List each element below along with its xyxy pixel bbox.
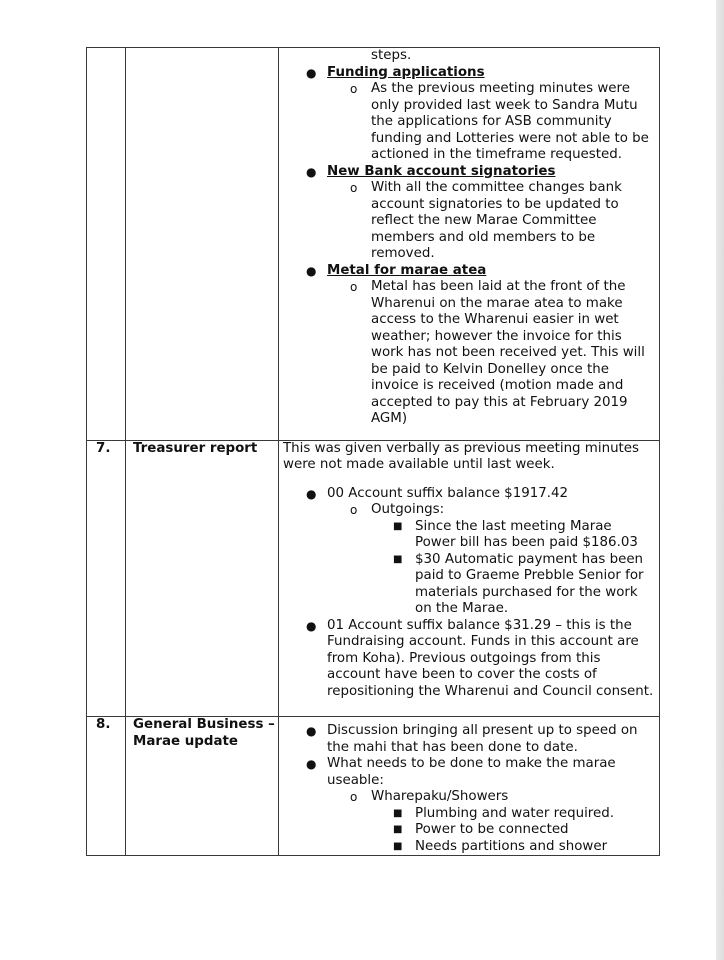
bullet-icon: ● (306, 65, 317, 80)
item-text: Plumbing and water required. (415, 805, 615, 821)
square-bullet-icon: ■ (393, 807, 403, 819)
item-text: Power to be connected (415, 822, 569, 837)
item-text: 00 Account suffix balance $1917.42 (327, 485, 569, 501)
list-item (283, 48, 656, 65)
circle-bullet-icon: o (350, 790, 358, 804)
item-text: With all the committee changes bank account signatories to be updated to reflect the new Marae Committee members and old members to be removed. (371, 180, 622, 261)
table-row (87, 440, 660, 717)
minutes-table (86, 47, 660, 856)
list-item (283, 180, 656, 263)
item-number-cell (87, 48, 126, 441)
table-row (87, 717, 660, 856)
item-number: 7. (87, 440, 126, 717)
item-text: Outgoings: (371, 502, 445, 517)
bullet-icon: ● (306, 263, 317, 278)
square-bullet-icon: ■ (393, 824, 403, 835)
table-row (87, 48, 660, 441)
list-item (283, 756, 656, 789)
circle-bullet-icon: o (350, 82, 358, 96)
list-item (283, 263, 656, 280)
item-text: Discussion bringing all present up to speed on the mahi that has been done to date. (327, 723, 638, 755)
item-title-cell (126, 48, 279, 441)
square-bullet-icon: ■ (393, 520, 403, 532)
list-item (283, 723, 656, 756)
list-item (283, 519, 656, 552)
item-text: $30 Automatic payment has been paid to Graeme Prebble Senior for materials purchased for the work on the Marae. (415, 551, 644, 616)
item-content-cell (279, 440, 660, 717)
subheading: Funding applications (327, 64, 485, 80)
item-content-cell (279, 717, 660, 856)
item-title: General Business – Marae update (126, 717, 279, 856)
item-text: 01 Account suffix balance $31.29 – this is the Fundraising account. Funds in this account are from Koha). Previous outgoings from this account have been to cover the costs of repositioning the Wharenui and Council consent. (327, 617, 654, 699)
list-item (283, 502, 656, 519)
list-item (283, 822, 656, 839)
bullet-icon: ● (306, 486, 317, 501)
item-text: Needs partitions and shower (415, 838, 608, 854)
item-number: 8. (87, 717, 126, 856)
circle-bullet-icon: o (350, 503, 358, 517)
item-text: What needs to be done to make the marae useable: (327, 756, 616, 788)
list-item (283, 789, 656, 806)
bullet-icon: ● (306, 757, 317, 771)
list-item (283, 806, 656, 823)
item-text: Wharepaku/Showers (371, 789, 509, 804)
item-text: Metal has been laid at the front of the Wharenui on the marae atea to make access to the Wharenui easier in wet weather; however the invoice for this work has not been received yet. This will be paid to Kelvin Donelley once the invoice is received (motion made and accepted to pay this at February 2019 AGM) (371, 279, 645, 426)
list-item (283, 81, 656, 164)
bullet-icon: ● (306, 618, 317, 633)
list-item (283, 839, 656, 856)
bullet-icon: ● (306, 164, 317, 179)
item-title: Treasurer report (126, 440, 279, 717)
continuation-text: steps. (371, 48, 412, 63)
list-item (283, 279, 656, 428)
item-text: As the previous meeting minutes were only provided last week to Sandra Mutu the applications for ASB community funding and Lotteries were not able to be actioned in the timeframe requested. (371, 81, 649, 162)
item-text: Since the last meeting Marae Power bill has been paid $186.03 (415, 518, 638, 550)
subheading: New Bank account signatories (327, 163, 556, 179)
item-content-cell (279, 48, 660, 441)
page-edge-shadow (716, 0, 724, 960)
subheading: Metal for marae atea (327, 262, 487, 278)
square-bullet-icon: ■ (393, 840, 403, 852)
paragraph: This was given verbally as previous meeting minutes were not made available until last week. (283, 440, 640, 472)
square-bullet-icon: ■ (393, 553, 403, 565)
list-item (283, 65, 656, 82)
list-item (283, 486, 656, 503)
circle-bullet-icon: o (350, 280, 358, 294)
list-item (283, 552, 656, 618)
circle-bullet-icon: o (350, 181, 358, 195)
list-item (283, 164, 656, 181)
list-item (283, 618, 656, 701)
bullet-icon: ● (306, 724, 317, 738)
